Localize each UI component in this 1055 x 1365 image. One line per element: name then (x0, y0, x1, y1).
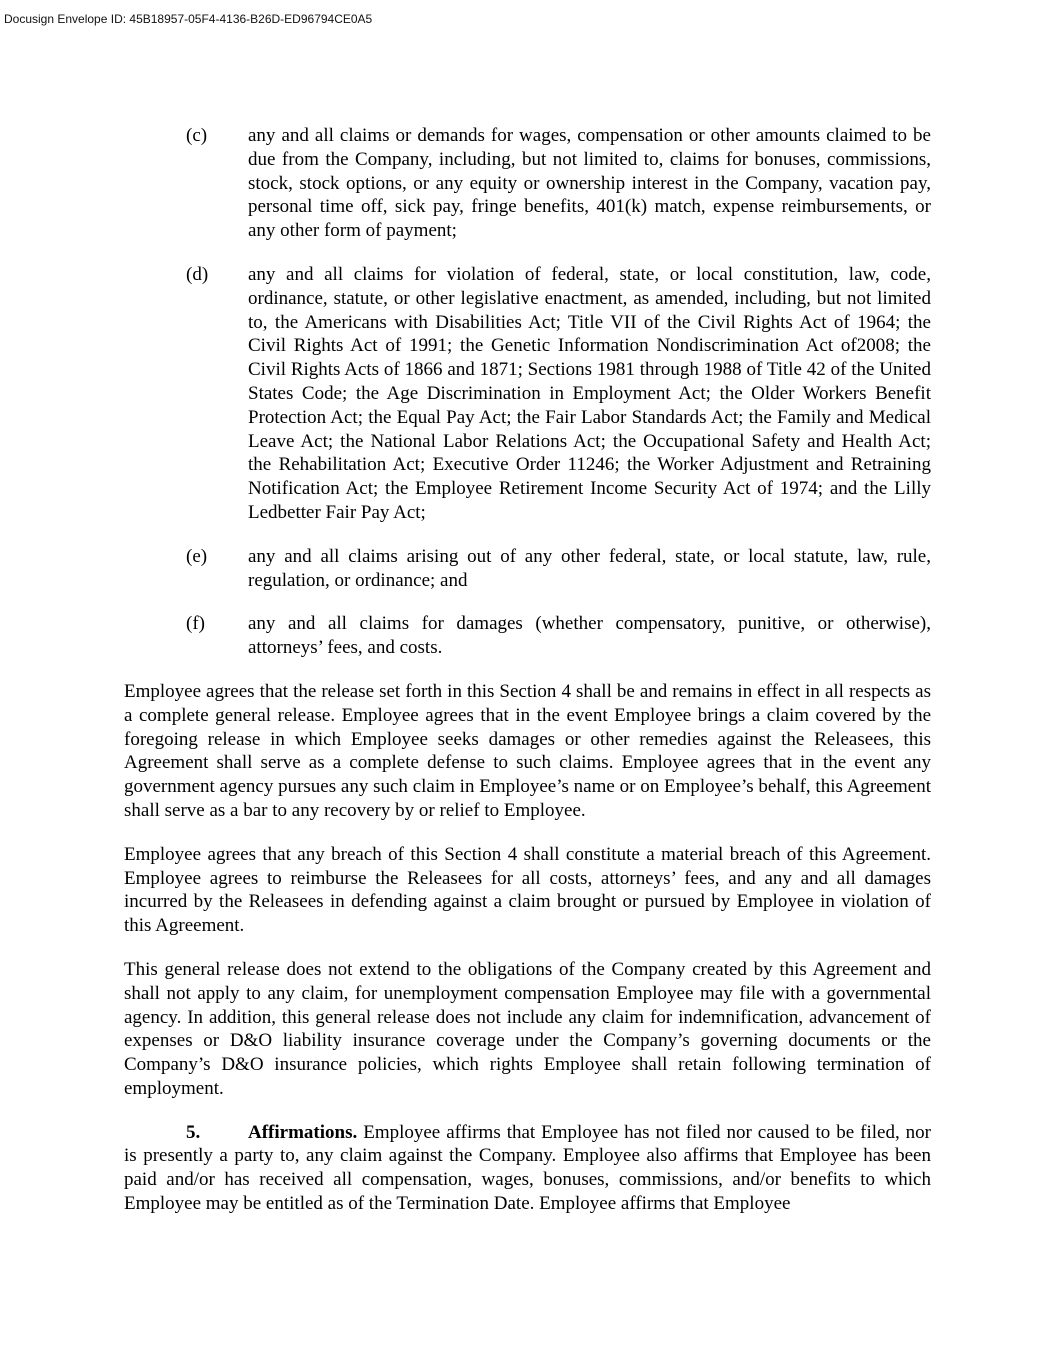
section-number: 5. (186, 1121, 201, 1143)
general-release-paragraph: Employee agrees that the release set forth in this Section 4 shall be and remains in effect in all respects as a complete general release. Employee agrees that in the event Employee brings a claim covered by the foregoing release in which Employee seeks damages or other remedies against the Releasees, this Agreement shall serve as a complete defense to such claims. Employee agrees that in the event any government agency pursues any such claim in Employee’s name or on Employee’s behalf, this Agreement shall serve as a bar to any recovery by or relief to Employee. (124, 680, 931, 821)
section-5-affirmations (124, 1121, 931, 1216)
section-heading: Affirmations. (248, 1121, 358, 1143)
list-item-label: (e) (186, 545, 208, 567)
list-item-text: any and all claims arising out of any other federal, state, or local statute, law, rule, regulation, or ordinance; and (248, 545, 931, 591)
list-item-text: any and all claims or demands for wages, compensation or other amounts claimed to be due from the Company, including, but not limited to, claims for bonuses, commissions, stock, stock options, or any equity or ownership interest in the Company, vacation pay, personal time off, sick pay, fringe benefits, 401(k) match, expense reimbursements, or any other form of payment; (248, 125, 931, 242)
document-body (124, 124, 931, 1216)
list-item-label: (f) (186, 613, 205, 635)
release-list-item-f (124, 612, 931, 660)
breach-paragraph: Employee agrees that any breach of this Section 4 shall constitute a material breach of this Agreement. Employee agrees to reimburse the Releasees for all costs, attorneys’ fees, and any and all damages incurred by the Releasees in defending against a claim brought or pursued by Employee in violation of this Agreement. (124, 843, 931, 937)
section-text: Employee affirms that Employee has not filed nor caused to be filed, nor is presently a party to, any claim against the Company. Employee also affirms that Employee has been paid and/or has received all compensation, wages, bonuses, commissions, and/or benefits to which Employee may be entitled as of the Termination Date. Employee affirms that Employee (124, 1121, 931, 1215)
release-list-item-c (124, 124, 931, 243)
list-item-label: (d) (186, 263, 209, 285)
list-item-text: any and all claims for damages (whether compensatory, punitive, or otherwise), attorneys’ fees, and costs. (248, 613, 931, 659)
list-item-text: any and all claims for violation of federal, state, or local constitution, law, code, ordinance, statute, or other legislative enactment, as amended, including, but not limited to, the Americans with Disabilities Act; Title VII of the Civil Rights Act of 1964; the Civil Rights Act of 1991; the Genetic Information Nondiscrimination Act of2008; the Civil Rights Acts of 1866 and 1871; Sections 1981 through 1988 of Title 42 of the United States Code; the Age Discrimination in Employment Act; the Older Workers Benefit Protection Act; the Equal Pay Act; the Fair Labor Standards Act; the Family and Medical Leave Act; the National Labor Relations Act; the Occupational Safety and Health Act; the Rehabilitation Act; Executive Order 11246; the Worker Adjustment and Retraining Notification Act; the Employee Retirement Income Security Act of 1974; and the Lilly Ledbetter Fair Pay Act; (248, 263, 931, 523)
release-list-item-d (124, 263, 931, 525)
release-exclusions-paragraph: This general release does not extend to the obligations of the Company created by this Agreement and shall not apply to any claim, for unemployment compensation Employee may file with a governmental agency. In addition, this general release does not include any claim for indemnification, advancement of expenses or D&O liability insurance coverage under the Company’s governing documents or the Company’s D&O insurance policies, which rights Employee shall retain following termination of employment. (124, 958, 931, 1099)
list-item-label: (c) (186, 125, 208, 146)
release-list-item-e (124, 545, 931, 593)
envelope-id-header: Docusign Envelope ID: 45B18957-05F4-4136-B26D-ED96794CE0A5 (4, 12, 373, 26)
